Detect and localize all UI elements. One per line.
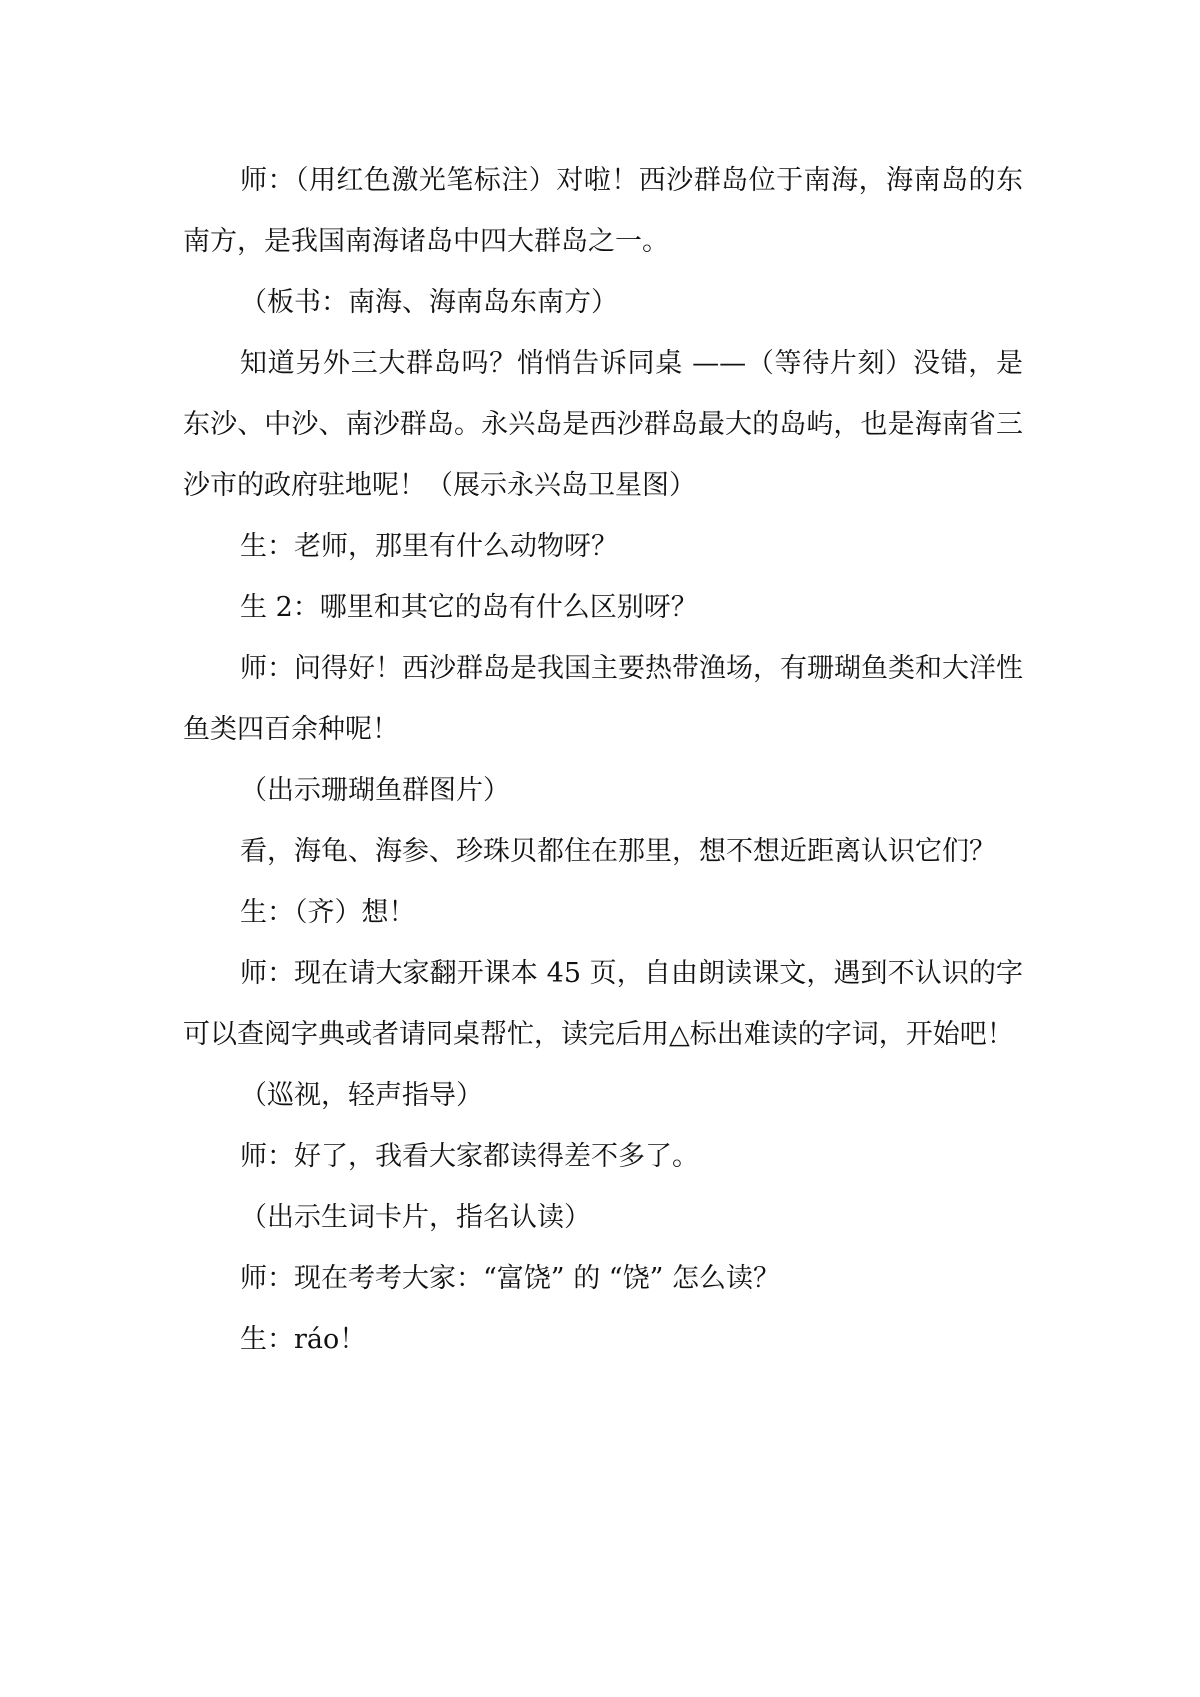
paragraph-teacher-done-reading: 师：好了，我看大家都读得差不多了。 bbox=[240, 1141, 699, 1172]
paragraph-patrol-guidance: （巡视，轻声指导） bbox=[240, 1080, 483, 1111]
paragraph-teacher-marking: 师：（用红色激光笔标注）对啦！西沙群岛位于南海，海南岛的东南方，是我国南海诸岛中四大群岛之一。 bbox=[183, 165, 1023, 257]
paragraph-students-reply: 生：（齐）想！ bbox=[240, 897, 416, 928]
paragraph-blackboard-note: （板书：南海、海南岛东南方） bbox=[240, 287, 618, 318]
paragraph-other-islands: 知道另外三大群岛吗？悄悄告诉同桌 ——（等待片刻）没错，是东沙、中沙、南沙群岛。永兴岛是西沙群岛最大的岛屿，也是海南省三沙市的政府驻地呢！（展示永兴岛卫星图） bbox=[183, 348, 1023, 501]
paragraph-student-answer: 生：ráo！ bbox=[240, 1324, 367, 1355]
paragraph-show-word-cards: （出示生词卡片，指名认读） bbox=[240, 1202, 591, 1233]
paragraph-show-coral-fish: （出示珊瑚鱼群图片） bbox=[240, 775, 510, 806]
paragraph-student-question-1: 生：老师，那里有什么动物呀？ bbox=[240, 531, 618, 562]
paragraph-student-question-2: 生 2：哪里和其它的岛有什么区别呀？ bbox=[240, 592, 698, 623]
paragraph-teacher-quiz: 师：现在考考大家：“富饶” 的 “饶” 怎么读？ bbox=[240, 1263, 780, 1294]
lesson-transcript bbox=[183, 150, 1023, 1370]
paragraph-teacher-fishery: 师：问得好！西沙群岛是我国主要热带渔场，有珊瑚鱼类和大洋性鱼类四百余种呢！ bbox=[183, 653, 1023, 745]
paragraph-sea-creatures: 看，海龟、海参、珍珠贝都住在那里，想不想近距离认识它们？ bbox=[240, 836, 996, 867]
paragraph-reading-instructions: 师：现在请大家翻开课本 45 页，自由朗读课文，遇到不认识的字可以查阅字典或者请同桌帮忙，读完后用△标出难读的字词，开始吧！ bbox=[183, 958, 1023, 1050]
